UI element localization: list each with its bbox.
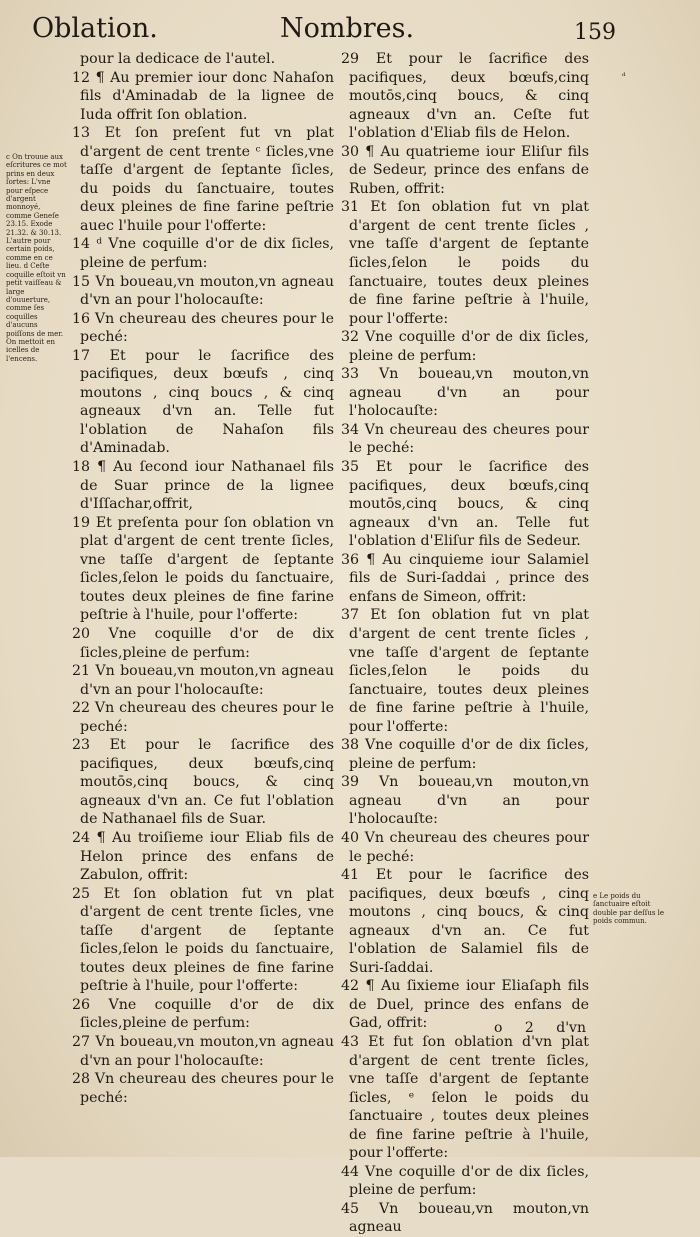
verse xyxy=(341,773,589,829)
verse-number: 31 xyxy=(341,199,360,216)
margin-note-left: c On trouue aux eſcritures ce mot prins en deux ſortes: L'vne pour eſpece d'argent monnoyé, comme Geneſe 23.15. Exode 21.32. & 30.13. L'autre pour certain poids, comme en ce lieu. d Ceſte coquille eſtoit vn petit vaiſſeau & large d'ouuerture, comme ſes coquilles d'aucuns poiſſons de mer. On mettoit en icelles de l'encens. xyxy=(6,153,67,363)
verse-text: Et pour le ſacrifice des pacifiques, deux bœufs , cinq moutons , cinq boucs , & cinq agneaux d'vn an. Telle fut l'oblation de Nahaſon fils d'Aminadab. xyxy=(80,347,334,457)
verse xyxy=(72,736,334,829)
verse-number: 33 xyxy=(341,366,360,383)
verse-text: Vn boueau,vn mouton,vn agneau d'vn an pour l'holocauſte: xyxy=(80,663,334,698)
verse-text: Et ſon oblation fut vn plat d'argent de cent trente ſicles , vne taſſe d'argent de ſeptante ſicles,ſelon le poids du ſanctuaire, toutes deux pleines de fine farine peſtrie à l'huile, pour l'offerte: xyxy=(349,607,589,735)
verse xyxy=(341,50,589,143)
verse-text: Et ſon oblation fut vn plat d'argent de cent trente ſicles, vne taſſe d'argent de ſeptante ſicles,ſelon le poids du ſanctuaire, toutes deux pleines de fine farine peſtrie à l'huile, pour l'offerte: xyxy=(80,885,334,995)
verse xyxy=(72,699,334,736)
verse-text: ¶ Au premier iour donc Nahaſon fils d'Aminadab de la lignee de Iuda offrit ſon oblation. xyxy=(80,69,334,123)
verse xyxy=(72,50,334,69)
verse-text: pour la dedicace de l'autel. xyxy=(80,51,276,67)
verse-text: Vn cheureau des cheures pour le peché: xyxy=(349,421,589,457)
verse xyxy=(341,143,589,199)
verse xyxy=(72,235,334,272)
verse-text: Vne coquille d'or de dix ſicles, pleine de perfum: xyxy=(349,1163,589,1199)
verse xyxy=(341,421,589,458)
verse-text: Et ſon oblation fut vn plat d'argent de cent trente ſicles , vne taſſe d'argent de ſeptante ſicles,ſelon le poids du ſanctuaire, toutes deux pleines de fine farine peſtrie à l'huile, pour l'offerte: xyxy=(349,199,589,327)
verse-text: ¶ Au ſixieme iour Eliaſaph fils de Duel, prince des enfans de Gad, offrit: xyxy=(349,978,589,1032)
verse-text: ¶ Au ſecond iour Nathanael fils de Suar prince de la lignee d'Iſſachar,offrit, xyxy=(80,459,334,513)
verse-number: 16 xyxy=(72,310,91,327)
verse-number: 29 xyxy=(341,51,360,67)
verse-number: 17 xyxy=(72,347,91,364)
verse-text: ¶ Au cinquieme iour Salamiel fils de Suri-ſaddai , prince des enfans de Simeon, offrit: xyxy=(349,551,590,605)
verse-text: Et preſenta pour ſon oblation vn plat d'argent de cent trente ſicles, vne taſſe d'argent de ſeptante ſicles,ſelon le poids du ſanctuaire, toutes deux pleines de fine farine peſtrie à l'huile, pour l'offerte: xyxy=(80,514,334,624)
verse-text: Vn boueau,vn mouton,vn agneau d'vn an pour l'holocauſte: xyxy=(349,366,589,420)
verse-number: 30 xyxy=(341,143,360,160)
verse xyxy=(341,866,589,977)
verse-number: 21 xyxy=(72,663,91,680)
verse-text: Et pour le ſacrifice des pacifiques, deux bœufs,cinq moutōs,cinq boucs, & cinq agneaux d'vn an. Telle fut l'oblation d'Eliſur fils de Sedeur. xyxy=(349,459,589,550)
verse-text: Vne coquille d'or de dix ſicles,pleine de perfum: xyxy=(80,996,334,1032)
verse-number: 35 xyxy=(341,459,360,476)
verse-number: 39 xyxy=(341,774,360,791)
verse-text: Vne coquille d'or de dix ſicles,pleine de perfum: xyxy=(80,625,334,661)
verse xyxy=(72,625,334,662)
verse xyxy=(341,1163,589,1200)
verse-number: 28 xyxy=(72,1071,91,1088)
verse-number: 36 xyxy=(341,551,360,568)
verse xyxy=(72,514,334,625)
verse xyxy=(72,458,334,514)
signature-line xyxy=(494,1020,586,1036)
verse-text: Et fut ſon oblation d'vn plat d'argent de cent trente ſicles, vne taſſe d'argent de ſeptante ſicles, ᵉ ſelon le poids du ſanctuaire , toutes deux pleines de fine farine peſtrie à l'huile, pour l'offerte: xyxy=(349,1033,590,1162)
verse xyxy=(341,829,589,866)
verse-text: Vn cheureau des cheures pour le peché: xyxy=(349,829,589,865)
verse xyxy=(72,273,334,310)
verse xyxy=(72,69,334,125)
verse-text: Vn cheureau des cheures pour le peché: xyxy=(80,310,334,346)
text-column-left xyxy=(72,50,334,1107)
verse xyxy=(72,996,334,1033)
verse-text: Vn boueau,vn mouton,vn agneau d'vn an pour l'holocauſte: xyxy=(80,1033,334,1069)
verse xyxy=(341,458,589,551)
verse-text: Et pour le ſacrifice des pacifiques, deux bœufs,cinq moutōs,cinq boucs, & cinq agneaux d'vn an. Ceſte fut l'oblation d'Eliab fils de Helon. xyxy=(349,51,589,142)
catchword: d'vn xyxy=(556,1020,586,1036)
verse-number: 23 xyxy=(72,737,91,754)
verse-number: 42 xyxy=(341,978,360,995)
verse-text: Et pour le ſacrifice des pacifiques, deux bœufs , cinq moutons , cinq boucs, & cinq agneaux d'vn an. Ce fut l'oblation de Salamiel fils de Suri-ſaddai. xyxy=(349,867,589,976)
verse-number: 40 xyxy=(341,829,360,846)
verse-text: Vn boueau,vn mouton,vn agneau d'vn an pour l'holocauſte: xyxy=(80,273,334,309)
verse-number: 13 xyxy=(72,125,91,142)
verse-number: 14 xyxy=(72,236,91,253)
verse xyxy=(72,1033,334,1070)
verse xyxy=(341,365,589,421)
signature-mark: o 2 xyxy=(494,1020,534,1036)
verse-text: ¶ Au troiſieme iour Eliab fils de Helon prince des enfans de Zabulon, offrit: xyxy=(80,829,335,884)
text-column-right xyxy=(341,50,589,1237)
verse xyxy=(72,662,334,699)
verse-number: 25 xyxy=(72,885,91,902)
verse xyxy=(72,1070,334,1107)
page-number: 159 xyxy=(574,20,616,45)
verse-number: 43 xyxy=(341,1033,360,1050)
verse-number: 41 xyxy=(341,867,360,884)
verse-number: 34 xyxy=(341,421,360,438)
verse-text: Et pour le ſacrifice des pacifiques, deux bœufs,cinq moutōs,cinq boucs, & cinq agneaux d'vn an. Ce fut l'oblation de Nathanael fils de Suar. xyxy=(80,737,334,828)
verse-text: Vne coquille d'or de dix ſicles, pleine de perfum: xyxy=(349,329,589,364)
verse xyxy=(341,198,589,328)
verse-number: 19 xyxy=(72,514,91,531)
verse xyxy=(72,347,334,458)
running-head-left: Oblation. xyxy=(32,13,158,44)
verse-text: ᵈ Vne coquille d'or de dix ſicles, pleine de perfum: xyxy=(80,236,335,272)
verse-text: Vn cheureau des cheures pour le peché: xyxy=(80,1071,334,1106)
verse xyxy=(341,328,589,365)
verse-number: 22 xyxy=(72,700,91,717)
verse xyxy=(72,310,334,347)
verse xyxy=(341,1200,589,1237)
verse-text: ¶ Au quatrieme iour Eliſur fils de Sedeur, prince des enfans de Ruben, offrit: xyxy=(349,143,589,197)
verse-number: 37 xyxy=(341,607,360,624)
verse-number: 32 xyxy=(341,329,360,346)
verse-number: 24 xyxy=(72,829,91,846)
verse xyxy=(341,1033,589,1163)
verse xyxy=(72,124,334,235)
margin-note-right: e Le poids du ſanctuaire eſtoit double par deſſus le poids commun. xyxy=(593,892,665,926)
verse-text: Vn boueau,vn mouton,vn agneau xyxy=(349,1200,589,1236)
verse xyxy=(341,551,589,607)
verse-number: 15 xyxy=(72,273,91,290)
verse-text: Vn boueau,vn mouton,vn agneau d'vn an pour l'holocauſte: xyxy=(349,774,589,828)
verse xyxy=(341,736,589,773)
verse-number: 38 xyxy=(341,737,360,754)
verse-text: Vn cheureau des cheures pour le peché: xyxy=(80,700,334,735)
verse xyxy=(341,606,589,736)
verse-number: 12 xyxy=(72,69,91,86)
verse-number: 45 xyxy=(341,1200,360,1217)
verse-number: 20 xyxy=(72,625,91,642)
running-head-center: Nombres. xyxy=(280,13,415,44)
verse-number: 27 xyxy=(72,1033,91,1050)
margin-mark-right: ᵈ xyxy=(622,72,626,82)
verse xyxy=(72,885,334,996)
verse-text: Et ſon preſent fut vn plat d'argent de cent trente ᶜ ſicles,vne taſſe d'argent de ſeptante ſicles, du poids du ſanctuaire, toutes deux pleines de fine farine peſtrie auec l'huile pour l'offerte: xyxy=(80,125,334,234)
verse-number: 44 xyxy=(341,1163,360,1180)
verse-number: 18 xyxy=(72,459,91,476)
verse-text: Vne coquille d'or de dix ſicles, pleine de perfum: xyxy=(349,737,589,772)
verse xyxy=(72,829,334,885)
verse-number: 26 xyxy=(72,996,91,1013)
